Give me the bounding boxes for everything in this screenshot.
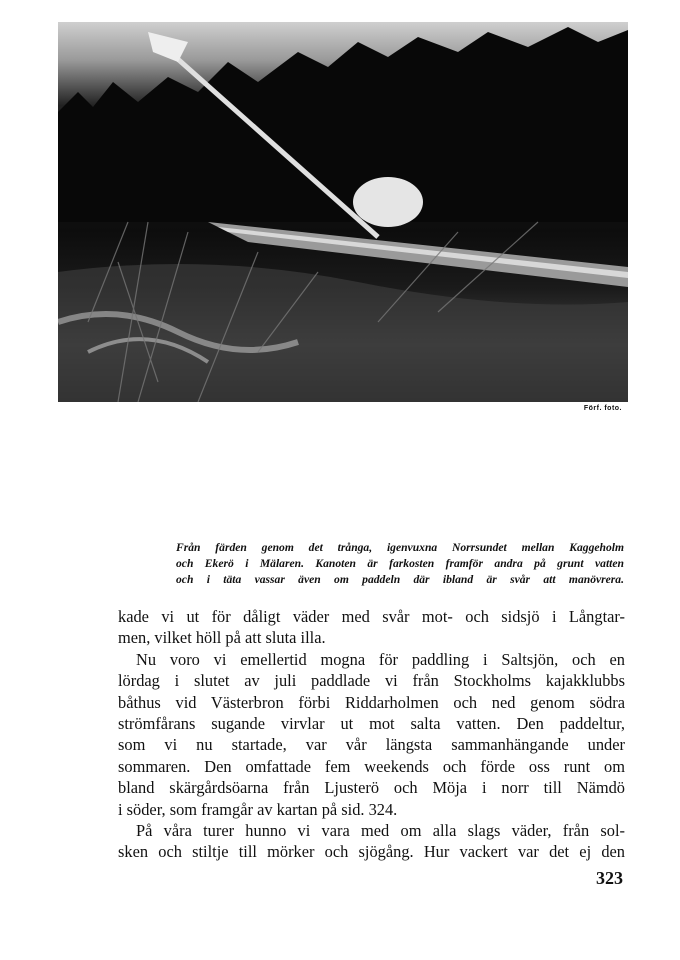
text-line: strömfårans sugande virvlar ut mot salta vatten. Den paddeltur, xyxy=(118,714,625,734)
text-line: i söder, som framgår av kartan på sid. 324. xyxy=(118,799,398,819)
text-line: sommaren. Den omfattade fem weekends och förde oss runt om xyxy=(118,756,625,776)
caption-line: Från färden genom det trånga, igenvuxna Norrsundet mellan Kaggeholm xyxy=(176,541,624,554)
text-line: Nu voro vi emellertid mogna för paddling i Saltsjön, och en xyxy=(136,649,625,669)
text-line: På våra turer hunno vi vara med om alla slags väder, från sol- xyxy=(136,821,625,841)
caption-line: och i täta vassar även om paddeln där ibland är svår att manövrera. xyxy=(176,573,624,586)
page-number: 323 xyxy=(596,868,623,888)
text-line: båthus vid Västerbron förbi Riddarholmen och ned genom södra xyxy=(118,692,625,712)
photo-caption xyxy=(176,540,624,588)
caption-line: och Ekerö i Mälaren. Kanoten är farkosten framför andra på grunt vatten xyxy=(176,557,624,570)
photo-credit: Förf. foto. xyxy=(583,405,622,412)
text-line: som vi nu startade, var vår längsta sammanhängande under xyxy=(118,735,625,755)
text-line: lördag i slutet av juli paddlade vi från Stockholms kajakklubbs xyxy=(118,671,625,691)
canoe-photo xyxy=(58,22,628,402)
text-line: bland skärgårdsöarna från Ljusterö och Möja i norr till Nämdö xyxy=(118,778,625,798)
body-text xyxy=(118,606,625,863)
text-line: sken och stiltje till mörker och sjögång. Hur vackert var det ej den xyxy=(118,842,625,862)
text-line: men, vilket höll på att sluta illa. xyxy=(118,628,326,648)
text-line: kade vi ut för dåligt väder med svår mot- och sidsjö i Långtar- xyxy=(118,607,625,626)
